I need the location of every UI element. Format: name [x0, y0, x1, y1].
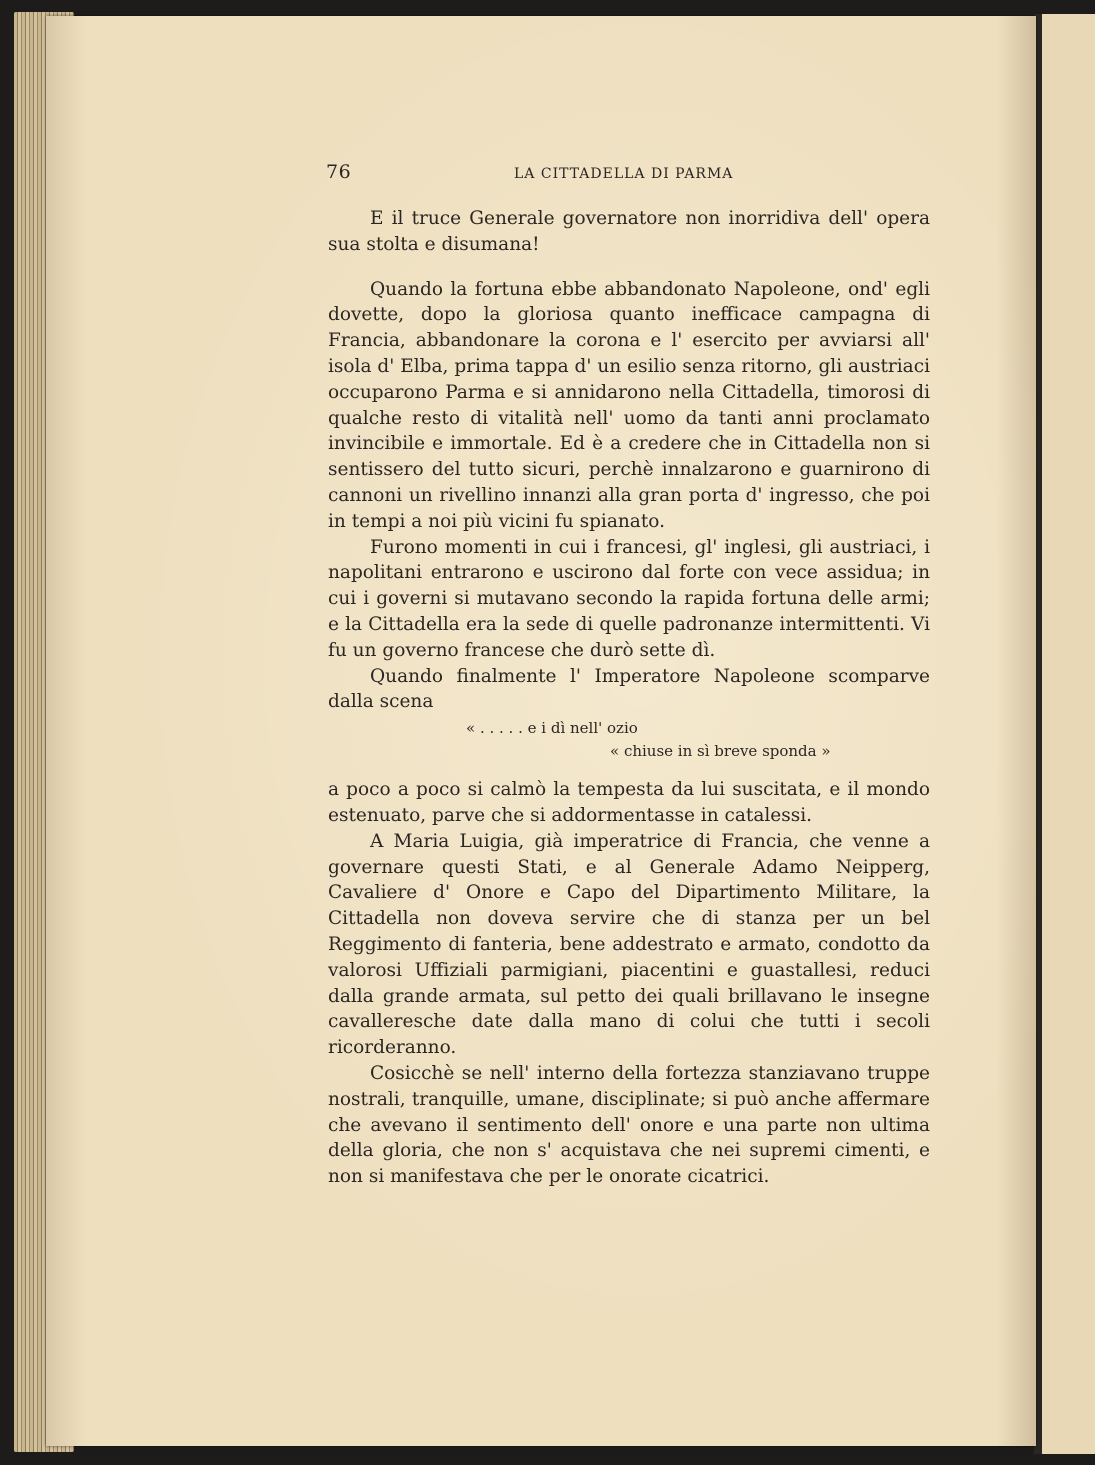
paragraph-1: E il truce Generale governatore non inorridiva dell' opera sua stolta e disumana!: [328, 208, 930, 255]
paragraph-7: Cosicchè se nell' interno della fortezza stanziavano truppe nostrali, tranquille, umane, disciplinate; si può anche affermare che avevano il sentimento dell' onore e una parte non ultima della gloria, che non s' acquistava che nei supremi cimenti, e non si manifestava che per le onorate cicatrici.: [328, 1062, 930, 1188]
running-head: LA CITTADELLA DI PARMA: [514, 166, 734, 182]
page-text: [282, 148, 930, 1190]
facing-page-edge: [1040, 14, 1095, 1454]
page-number: 76: [326, 161, 352, 183]
paragraph-5: a poco a poco si calmò la tempesta da lui suscitata, e il mondo estenuato, parve che si addormentasse in catalessi.: [328, 779, 930, 826]
paragraph-6: A Maria Luigia, già imperatrice di Francia, che venne a governare questi Stati, e al Generale Adamo Neipperg, Cavaliere d' Onore e Capo del Dipartimento Militare, la Cittadella non doveva servire che di stanza per un bel Reggimento di fanteria, bene addestrato e armato, condotto da valorosi Uffiziali parmigiani, piacentini e guastallesi, reduci dalla grande armata, sul petto dei quali brillavano le insegne cavalleresche date dalla mano di colui che tutti i secoli ricorderanno.: [328, 830, 930, 1059]
verse-line-2: « chiuse in sì breve sponda »: [610, 742, 831, 761]
verse-line-1: « . . . . . e i dì nell' ozio: [466, 719, 638, 738]
paragraph-4: Quando finalmente l' Imperatore Napoleone scomparve dalla scena: [328, 665, 930, 713]
page-header: [282, 160, 930, 190]
paragraph-3: Furono momenti in cui i francesi, gl' inglesi, gli austriaci, i napolitani entrarono e uscirono dal forte con vece assidua; in cui i governi si mutavano secondo la rapida fortuna delle armi; e la Cittadella era la sede di quelle padronanze intermittenti. Vi fu un governo francese che durò sette dì.: [328, 536, 930, 661]
verse-quote: [282, 717, 930, 763]
paragraph-2: Quando la fortuna ebbe abbandonato Napoleone, ond' egli dovette, dopo la gloriosa quanto inefficace campagna di Francia, abbandonare la corona e l' esercito per avviarsi all' isola d' Elba, prima tappa d' un esilio senza ritorno, gli austriaci occuparono Parma e si annidarono nella Cittadella, timorosi di qualche resto di vitalità nell' uomo da tanti anni proclamato invincibile e immortale. Ed è a credere che in Cittadella non si sentissero del tutto sicuri, perchè innalzarono e guarnirono di cannoni un rivellino innanzi alla gran porta d' ingresso, che poi in tempi a noi più vicini fu spianato.: [328, 278, 930, 532]
